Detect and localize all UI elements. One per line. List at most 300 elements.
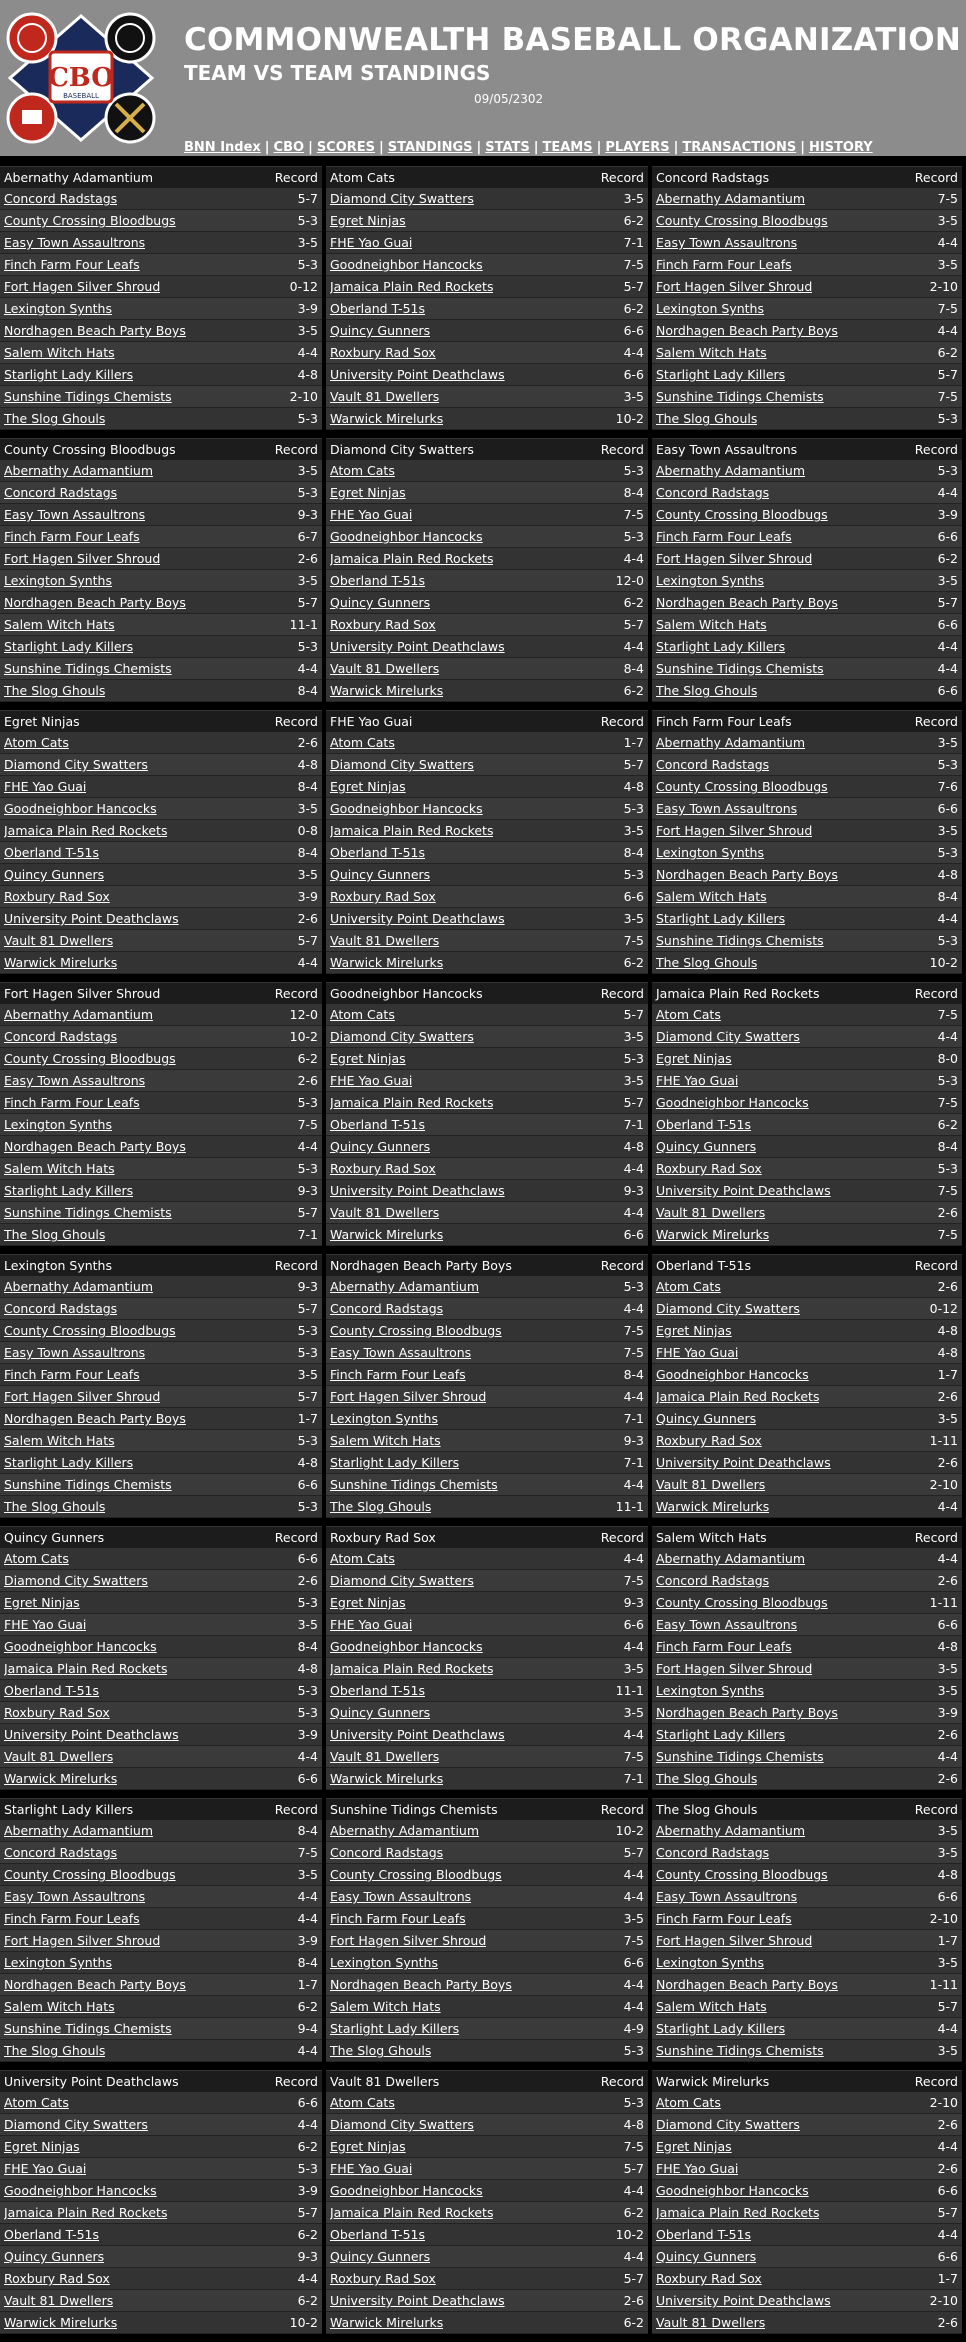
opponent-link[interactable]: Egret Ninjas xyxy=(656,1323,732,1338)
opponent-link[interactable]: The Slog Ghouls xyxy=(4,1499,106,1514)
opponent-link[interactable]: Vault 81 Dwellers xyxy=(4,933,114,948)
opponent-link[interactable]: Roxbury Rad Sox xyxy=(656,1433,762,1448)
opponent-link[interactable]: Quincy Gunners xyxy=(656,1411,757,1426)
opponent-link[interactable]: FHE Yao Guai xyxy=(4,2161,87,2176)
opponent-link[interactable]: Concord Radstags xyxy=(4,1845,118,1860)
opponent-link[interactable]: County Crossing Bloodbugs xyxy=(330,1323,502,1338)
opponent-link[interactable]: Abernathy Adamantium xyxy=(330,1279,480,1294)
opponent-link[interactable]: Egret Ninjas xyxy=(330,2139,406,2154)
table-row xyxy=(0,570,322,592)
opponent-link[interactable]: Goodneighbor Hancocks xyxy=(330,2183,483,2198)
opponent-link[interactable]: Warwick Mirelurks xyxy=(4,2315,118,2330)
table-row xyxy=(652,636,962,658)
opponent-link[interactable]: Concord Radstags xyxy=(4,1301,118,1316)
opponent-link[interactable]: County Crossing Bloodbugs xyxy=(656,213,828,228)
opponent-link[interactable]: Vault 81 Dwellers xyxy=(330,1205,440,1220)
opponent-link[interactable]: Finch Farm Four Leafs xyxy=(656,1911,792,1926)
opponent-link[interactable]: Jamaica Plain Red Rockets xyxy=(4,823,168,838)
opponent-list xyxy=(652,732,962,974)
opponent-link[interactable]: Egret Ninjas xyxy=(330,1051,406,1066)
opponent-link[interactable]: Atom Cats xyxy=(330,2095,395,2110)
opponent-link[interactable]: Diamond City Swatters xyxy=(330,1029,474,1044)
opponent-link[interactable]: Salem Witch Hats xyxy=(4,1161,115,1176)
opponent-link[interactable]: Salem Witch Hats xyxy=(656,345,767,360)
opponent-link[interactable]: Lexington Synths xyxy=(4,1955,112,1970)
opponent-link[interactable]: Sunshine Tidings Chemists xyxy=(656,661,824,676)
opponent-link[interactable]: FHE Yao Guai xyxy=(4,1617,87,1632)
opponent-link[interactable]: Finch Farm Four Leafs xyxy=(4,257,140,272)
nav-link-stats[interactable]: STATS xyxy=(485,140,530,155)
opponent-link[interactable]: Sunshine Tidings Chemists xyxy=(4,661,172,676)
opponent-link[interactable]: County Crossing Bloodbugs xyxy=(330,1867,502,1882)
opponent-link[interactable]: Roxbury Rad Sox xyxy=(4,889,110,904)
opponent-link[interactable]: Atom Cats xyxy=(4,2095,69,2110)
opponent-link[interactable]: Roxbury Rad Sox xyxy=(656,1161,762,1176)
opponent-link[interactable]: Lexington Synths xyxy=(656,845,764,860)
record-value: 7-5 xyxy=(623,1345,644,1360)
opponent-link[interactable]: Diamond City Swatters xyxy=(4,2117,148,2132)
opponent-link[interactable]: Quincy Gunners xyxy=(330,1705,431,1720)
opponent-link[interactable]: Roxbury Rad Sox xyxy=(656,2271,762,2286)
opponent-link[interactable]: Easy Town Assaultrons xyxy=(4,235,146,250)
opponent-link[interactable]: Jamaica Plain Red Rockets xyxy=(656,2205,820,2220)
record-value: 4-4 xyxy=(623,1389,644,1404)
opponent-link[interactable]: University Point Deathclaws xyxy=(4,911,179,926)
opponent-link[interactable]: Diamond City Swatters xyxy=(330,757,474,772)
opponent-link[interactable]: Goodneighbor Hancocks xyxy=(330,801,483,816)
nav-link-cbo[interactable]: CBO xyxy=(273,140,305,155)
table-row xyxy=(652,1026,962,1048)
opponent-link[interactable]: FHE Yao Guai xyxy=(656,2161,739,2176)
opponent-link[interactable]: The Slog Ghouls xyxy=(656,411,758,426)
opponent-link[interactable]: Goodneighbor Hancocks xyxy=(4,1639,157,1654)
opponent-link[interactable]: Goodneighbor Hancocks xyxy=(656,2183,809,2198)
opponent-link[interactable]: University Point Deathclaws xyxy=(330,911,505,926)
opponent-link[interactable]: Concord Radstags xyxy=(656,485,770,500)
opponent-link[interactable]: Fort Hagen Silver Shroud xyxy=(656,823,813,838)
opponent-link[interactable]: Finch Farm Four Leafs xyxy=(4,1911,140,1926)
table-row xyxy=(326,1908,648,1930)
opponent-link[interactable]: FHE Yao Guai xyxy=(330,2161,413,2176)
opponent-link[interactable]: Finch Farm Four Leafs xyxy=(4,1095,140,1110)
opponent-link[interactable]: Warwick Mirelurks xyxy=(330,955,444,970)
opponent-link[interactable]: Nordhagen Beach Party Boys xyxy=(4,1411,186,1426)
opponent-link[interactable]: Easy Town Assaultrons xyxy=(656,1617,798,1632)
opponent-link[interactable]: Oberland T-51s xyxy=(4,1683,99,1698)
opponent-link[interactable]: Lexington Synths xyxy=(330,1411,438,1426)
opponent-link[interactable]: Quincy Gunners xyxy=(656,1139,757,1154)
opponent-link[interactable]: Goodneighbor Hancocks xyxy=(656,1095,809,1110)
opponent-link[interactable]: Vault 81 Dwellers xyxy=(330,1749,440,1764)
opponent-link[interactable]: Sunshine Tidings Chemists xyxy=(330,1477,498,1492)
opponent-link[interactable]: Finch Farm Four Leafs xyxy=(330,1911,466,1926)
opponent-link[interactable]: Concord Radstags xyxy=(330,1301,444,1316)
opponent-link[interactable]: Salem Witch Hats xyxy=(330,1999,441,2014)
record-value: 7-5 xyxy=(937,1095,958,1110)
opponent-link[interactable]: Nordhagen Beach Party Boys xyxy=(4,323,186,338)
record-value: 7-1 xyxy=(623,235,644,250)
opponent-link[interactable]: Egret Ninjas xyxy=(330,213,406,228)
opponent-link[interactable]: Oberland T-51s xyxy=(656,1117,751,1132)
opponent-link[interactable]: Goodneighbor Hancocks xyxy=(656,1367,809,1382)
opponent-link[interactable]: Fort Hagen Silver Shroud xyxy=(330,1389,487,1404)
opponent-link[interactable]: Vault 81 Dwellers xyxy=(656,2315,766,2330)
opponent-link[interactable]: Sunshine Tidings Chemists xyxy=(656,2043,824,2058)
opponent-link[interactable]: Jamaica Plain Red Rockets xyxy=(330,279,494,294)
opponent-link[interactable]: Roxbury Rad Sox xyxy=(330,345,436,360)
opponent-link[interactable]: Roxbury Rad Sox xyxy=(4,2271,110,2286)
opponent-link[interactable]: Nordhagen Beach Party Boys xyxy=(656,1977,838,1992)
opponent-link[interactable]: Atom Cats xyxy=(656,1007,721,1022)
opponent-link[interactable]: The Slog Ghouls xyxy=(4,2043,106,2058)
opponent-link[interactable]: Quincy Gunners xyxy=(4,867,105,882)
opponent-link[interactable]: Nordhagen Beach Party Boys xyxy=(656,1705,838,1720)
opponent-link[interactable]: Sunshine Tidings Chemists xyxy=(4,1205,172,1220)
opponent-link[interactable]: County Crossing Bloodbugs xyxy=(656,1867,828,1882)
opponent-link[interactable]: Fort Hagen Silver Shroud xyxy=(656,279,813,294)
opponent-link[interactable]: Atom Cats xyxy=(656,2095,721,2110)
opponent-link[interactable]: County Crossing Bloodbugs xyxy=(4,1051,176,1066)
table-row xyxy=(0,754,322,776)
opponent-link[interactable]: Vault 81 Dwellers xyxy=(656,1205,766,1220)
opponent-link[interactable]: Nordhagen Beach Party Boys xyxy=(4,1139,186,1154)
opponent-link[interactable]: Warwick Mirelurks xyxy=(330,1227,444,1242)
opponent-link[interactable]: Jamaica Plain Red Rockets xyxy=(330,551,494,566)
opponent-link[interactable]: FHE Yao Guai xyxy=(330,235,413,250)
opponent-link[interactable]: Quincy Gunners xyxy=(330,2249,431,2264)
opponent-link[interactable]: Abernathy Adamantium xyxy=(4,1279,154,1294)
table-row xyxy=(0,232,322,254)
nav-link-standings[interactable]: STANDINGS xyxy=(387,140,473,155)
opponent-link[interactable]: FHE Yao Guai xyxy=(330,507,413,522)
opponent-link[interactable]: Starlight Lady Killers xyxy=(656,911,786,926)
record-value: 6-6 xyxy=(937,1889,958,1904)
opponent-link[interactable]: Lexington Synths xyxy=(4,301,112,316)
opponent-link[interactable]: Abernathy Adamantium xyxy=(656,1823,806,1838)
opponent-link[interactable]: Fort Hagen Silver Shroud xyxy=(656,1661,813,1676)
table-row xyxy=(326,210,648,232)
table-row xyxy=(326,1158,648,1180)
opponent-link[interactable]: The Slog Ghouls xyxy=(330,1499,432,1514)
opponent-link[interactable]: Lexington Synths xyxy=(330,1955,438,1970)
opponent-link[interactable]: Lexington Synths xyxy=(656,1683,764,1698)
table-row xyxy=(326,276,648,298)
opponent-link[interactable]: Abernathy Adamantium xyxy=(4,1007,154,1022)
opponent-link[interactable]: Easy Town Assaultrons xyxy=(330,1345,472,1360)
table-row xyxy=(652,1474,962,1496)
table-row xyxy=(652,1224,962,1246)
opponent-link[interactable]: Vault 81 Dwellers xyxy=(656,1477,766,1492)
opponent-link[interactable]: Goodneighbor Hancocks xyxy=(4,801,157,816)
opponent-link[interactable]: Quincy Gunners xyxy=(330,323,431,338)
nav-link-transactions[interactable]: TRANSACTIONS xyxy=(682,140,797,155)
opponent-link[interactable]: Oberland T-51s xyxy=(330,301,425,316)
opponent-link[interactable]: Roxbury Rad Sox xyxy=(330,1161,436,1176)
opponent-link[interactable]: Egret Ninjas xyxy=(656,1051,732,1066)
table-row xyxy=(652,798,962,820)
opponent-link[interactable]: County Crossing Bloodbugs xyxy=(656,507,828,522)
opponent-link[interactable]: Nordhagen Beach Party Boys xyxy=(330,1977,512,1992)
opponent-link[interactable]: County Crossing Bloodbugs xyxy=(4,1323,176,1338)
opponent-link[interactable]: Vault 81 Dwellers xyxy=(330,661,440,676)
opponent-link[interactable]: FHE Yao Guai xyxy=(330,1073,413,1088)
opponent-link[interactable]: Starlight Lady Killers xyxy=(4,1455,134,1470)
opponent-link[interactable]: Roxbury Rad Sox xyxy=(330,617,436,632)
opponent-link[interactable]: University Point Deathclaws xyxy=(330,1727,505,1742)
record-value: 6-2 xyxy=(297,1051,318,1066)
opponent-link[interactable]: University Point Deathclaws xyxy=(656,1455,831,1470)
opponent-link[interactable]: Abernathy Adamantium xyxy=(656,463,806,478)
opponent-link[interactable]: University Point Deathclaws xyxy=(656,2293,831,2308)
opponent-link[interactable]: Starlight Lady Killers xyxy=(656,639,786,654)
opponent-link[interactable]: Sunshine Tidings Chemists xyxy=(656,389,824,404)
opponent-link[interactable]: Concord Radstags xyxy=(656,1573,770,1588)
opponent-link[interactable]: Abernathy Adamantium xyxy=(656,735,806,750)
opponent-link[interactable]: Diamond City Swatters xyxy=(656,1301,800,1316)
opponent-link[interactable]: Starlight Lady Killers xyxy=(656,1727,786,1742)
opponent-link[interactable]: Quincy Gunners xyxy=(656,2249,757,2264)
opponent-link[interactable]: Concord Radstags xyxy=(4,1029,118,1044)
opponent-link[interactable]: University Point Deathclaws xyxy=(330,1183,505,1198)
opponent-link[interactable]: Salem Witch Hats xyxy=(656,617,767,632)
opponent-link[interactable]: Egret Ninjas xyxy=(656,2139,732,2154)
record-value: 4-4 xyxy=(937,639,958,654)
opponent-link[interactable]: University Point Deathclaws xyxy=(330,2293,505,2308)
opponent-link[interactable]: Quincy Gunners xyxy=(4,2249,105,2264)
opponent-link[interactable]: Starlight Lady Killers xyxy=(4,639,134,654)
opponent-link[interactable]: Atom Cats xyxy=(330,463,395,478)
opponent-link[interactable]: Finch Farm Four Leafs xyxy=(656,257,792,272)
opponent-link[interactable]: Salem Witch Hats xyxy=(4,345,115,360)
opponent-link[interactable]: Starlight Lady Killers xyxy=(4,1183,134,1198)
opponent-link[interactable]: Vault 81 Dwellers xyxy=(330,389,440,404)
opponent-link[interactable]: Lexington Synths xyxy=(656,1955,764,1970)
opponent-link[interactable]: Fort Hagen Silver Shroud xyxy=(4,551,161,566)
opponent-link[interactable]: Oberland T-51s xyxy=(330,1117,425,1132)
opponent-link[interactable]: Goodneighbor Hancocks xyxy=(330,529,483,544)
opponent-link[interactable]: University Point Deathclaws xyxy=(330,367,505,382)
opponent-link[interactable]: Sunshine Tidings Chemists xyxy=(4,389,172,404)
opponent-link[interactable]: Concord Radstags xyxy=(4,191,118,206)
opponent-link[interactable]: Vault 81 Dwellers xyxy=(4,1749,114,1764)
opponent-link[interactable]: Egret Ninjas xyxy=(330,779,406,794)
opponent-link[interactable]: Goodneighbor Hancocks xyxy=(330,1639,483,1654)
opponent-link[interactable]: Nordhagen Beach Party Boys xyxy=(656,595,838,610)
opponent-link[interactable]: The Slog Ghouls xyxy=(4,1227,106,1242)
opponent-link[interactable]: Jamaica Plain Red Rockets xyxy=(330,1095,494,1110)
opponent-link[interactable]: County Crossing Bloodbugs xyxy=(656,1595,828,1610)
opponent-link[interactable]: Egret Ninjas xyxy=(4,2139,80,2154)
opponent-link[interactable]: County Crossing Bloodbugs xyxy=(656,779,828,794)
opponent-link[interactable]: Oberland T-51s xyxy=(656,2227,751,2242)
opponent-link[interactable]: Diamond City Swatters xyxy=(4,757,148,772)
opponent-link[interactable]: Starlight Lady Killers xyxy=(330,1455,460,1470)
opponent-link[interactable]: Starlight Lady Killers xyxy=(4,367,134,382)
opponent-link[interactable]: Egret Ninjas xyxy=(4,1595,80,1610)
opponent-link[interactable]: Starlight Lady Killers xyxy=(656,367,786,382)
opponent-link[interactable]: Concord Radstags xyxy=(656,1845,770,1860)
opponent-link[interactable]: Vault 81 Dwellers xyxy=(4,2293,114,2308)
opponent-link[interactable]: Salem Witch Hats xyxy=(330,1433,441,1448)
opponent-link[interactable]: Abernathy Adamantium xyxy=(330,1823,480,1838)
record-value: 7-5 xyxy=(623,933,644,948)
opponent-link[interactable]: Diamond City Swatters xyxy=(330,1573,474,1588)
opponent-link[interactable]: Warwick Mirelurks xyxy=(330,2315,444,2330)
opponent-link[interactable]: University Point Deathclaws xyxy=(4,1727,179,1742)
opponent-link[interactable]: Finch Farm Four Leafs xyxy=(330,1367,466,1382)
opponent-link[interactable]: Oberland T-51s xyxy=(330,573,425,588)
opponent-link[interactable]: The Slog Ghouls xyxy=(656,1771,758,1786)
opponent-link[interactable]: Lexington Synths xyxy=(656,301,764,316)
opponent-link[interactable]: Oberland T-51s xyxy=(330,845,425,860)
opponent-link[interactable]: Easy Town Assaultrons xyxy=(330,1889,472,1904)
opponent-link[interactable]: Oberland T-51s xyxy=(4,845,99,860)
opponent-link[interactable]: Abernathy Adamantium xyxy=(656,191,806,206)
opponent-link[interactable]: Atom Cats xyxy=(4,1551,69,1566)
opponent-link[interactable]: Fort Hagen Silver Shroud xyxy=(330,1933,487,1948)
opponent-link[interactable]: Concord Radstags xyxy=(4,485,118,500)
opponent-link[interactable]: University Point Deathclaws xyxy=(330,639,505,654)
opponent-link[interactable]: Sunshine Tidings Chemists xyxy=(656,1749,824,1764)
opponent-link[interactable]: Easy Town Assaultrons xyxy=(4,1345,146,1360)
opponent-link[interactable]: Finch Farm Four Leafs xyxy=(656,529,792,544)
opponent-link[interactable]: The Slog Ghouls xyxy=(4,683,106,698)
opponent-link[interactable]: Warwick Mirelurks xyxy=(656,1227,770,1242)
opponent-link[interactable]: The Slog Ghouls xyxy=(656,683,758,698)
opponent-link[interactable]: Finch Farm Four Leafs xyxy=(4,1367,140,1382)
opponent-link[interactable]: Sunshine Tidings Chemists xyxy=(4,2021,172,2036)
opponent-link[interactable]: Egret Ninjas xyxy=(330,1595,406,1610)
opponent-link[interactable]: Jamaica Plain Red Rockets xyxy=(4,1661,168,1676)
nav-link-bnn-index[interactable]: BNN Index xyxy=(184,140,261,155)
opponent-link[interactable]: Salem Witch Hats xyxy=(4,1999,115,2014)
opponent-link[interactable]: FHE Yao Guai xyxy=(656,1073,739,1088)
opponent-link[interactable]: Atom Cats xyxy=(330,735,395,750)
opponent-link[interactable]: Jamaica Plain Red Rockets xyxy=(330,1661,494,1676)
opponent-link[interactable]: Starlight Lady Killers xyxy=(656,2021,786,2036)
opponent-link[interactable]: Abernathy Adamantium xyxy=(4,463,154,478)
opponent-link[interactable]: Diamond City Swatters xyxy=(330,2117,474,2132)
opponent-link[interactable]: FHE Yao Guai xyxy=(330,1617,413,1632)
opponent-link[interactable]: Nordhagen Beach Party Boys xyxy=(656,867,838,882)
opponent-link[interactable]: Jamaica Plain Red Rockets xyxy=(330,2205,494,2220)
opponent-link[interactable]: Fort Hagen Silver Shroud xyxy=(656,551,813,566)
opponent-link[interactable]: Quincy Gunners xyxy=(330,867,431,882)
opponent-link[interactable]: Diamond City Swatters xyxy=(656,2117,800,2132)
record-value: 4-4 xyxy=(623,639,644,654)
opponent-link[interactable]: County Crossing Bloodbugs xyxy=(4,1867,176,1882)
opponent-link[interactable]: Fort Hagen Silver Shroud xyxy=(656,1933,813,1948)
opponent-link[interactable]: Easy Town Assaultrons xyxy=(656,235,798,250)
opponent-link[interactable]: Lexington Synths xyxy=(4,1117,112,1132)
opponent-link[interactable]: Oberland T-51s xyxy=(330,2227,425,2242)
opponent-link[interactable]: Diamond City Swatters xyxy=(330,191,474,206)
table-row xyxy=(652,232,962,254)
record-value: 11-1 xyxy=(615,1683,644,1698)
opponent-link[interactable]: Finch Farm Four Leafs xyxy=(4,529,140,544)
opponent-link[interactable]: Oberland T-51s xyxy=(4,2227,99,2242)
opponent-link[interactable]: Easy Town Assaultrons xyxy=(656,1889,798,1904)
opponent-link[interactable]: County Crossing Bloodbugs xyxy=(4,213,176,228)
nav-link-teams[interactable]: TEAMS xyxy=(542,140,593,155)
opponent-link[interactable]: Quincy Gunners xyxy=(330,595,431,610)
nav-link-history[interactable]: HISTORY xyxy=(808,140,873,155)
opponent-link[interactable]: Atom Cats xyxy=(4,735,69,750)
nav-link-scores[interactable]: SCORES xyxy=(316,140,376,155)
opponent-link[interactable]: FHE Yao Guai xyxy=(4,779,87,794)
opponent-link[interactable]: Nordhagen Beach Party Boys xyxy=(4,1977,186,1992)
opponent-link[interactable]: Atom Cats xyxy=(330,1551,395,1566)
opponent-link[interactable]: Sunshine Tidings Chemists xyxy=(656,933,824,948)
opponent-link[interactable]: University Point Deathclaws xyxy=(656,1183,831,1198)
opponent-link[interactable]: Concord Radstags xyxy=(656,757,770,772)
opponent-link[interactable]: Lexington Synths xyxy=(4,573,112,588)
opponent-link[interactable]: Finch Farm Four Leafs xyxy=(656,1639,792,1654)
opponent-link[interactable]: Sunshine Tidings Chemists xyxy=(4,1477,172,1492)
opponent-link[interactable]: Warwick Mirelurks xyxy=(330,1771,444,1786)
opponent-link[interactable]: The Slog Ghouls xyxy=(4,411,106,426)
opponent-link[interactable]: Salem Witch Hats xyxy=(4,1433,115,1448)
opponent-link[interactable]: Salem Witch Hats xyxy=(656,1999,767,2014)
opponent-link[interactable]: Fort Hagen Silver Shroud xyxy=(4,279,161,294)
opponent-link[interactable]: Warwick Mirelurks xyxy=(656,1499,770,1514)
opponent-link[interactable]: Nordhagen Beach Party Boys xyxy=(4,595,186,610)
opponent-link[interactable]: Roxbury Rad Sox xyxy=(330,889,436,904)
nav-link-players[interactable]: PLAYERS xyxy=(605,140,670,155)
opponent-link[interactable]: Diamond City Swatters xyxy=(4,1573,148,1588)
team-block xyxy=(652,1254,966,1526)
opponent-link[interactable]: Warwick Mirelurks xyxy=(330,683,444,698)
record-value: 5-3 xyxy=(297,1705,318,1720)
opponent-link[interactable]: Abernathy Adamantium xyxy=(656,1551,806,1566)
opponent-link[interactable]: Fort Hagen Silver Shroud xyxy=(4,1389,161,1404)
opponent-link[interactable]: Goodneighbor Hancocks xyxy=(330,257,483,272)
opponent-link[interactable]: Oberland T-51s xyxy=(330,1683,425,1698)
opponent-link[interactable]: Concord Radstags xyxy=(330,1845,444,1860)
opponent-link[interactable]: Easy Town Assaultrons xyxy=(4,507,146,522)
opponent-link[interactable]: Jamaica Plain Red Rockets xyxy=(330,823,494,838)
opponent-link[interactable]: Quincy Gunners xyxy=(330,1139,431,1154)
opponent-link[interactable]: Fort Hagen Silver Shroud xyxy=(4,1933,161,1948)
opponent-link[interactable]: Roxbury Rad Sox xyxy=(4,1705,110,1720)
opponent-link[interactable]: Abernathy Adamantium xyxy=(4,1823,154,1838)
opponent-link[interactable]: Salem Witch Hats xyxy=(4,617,115,632)
opponent-link[interactable]: Easy Town Assaultrons xyxy=(656,801,798,816)
opponent-link[interactable]: Warwick Mirelurks xyxy=(330,411,444,426)
opponent-link[interactable]: Nordhagen Beach Party Boys xyxy=(656,323,838,338)
opponent-link[interactable]: Warwick Mirelurks xyxy=(4,955,118,970)
opponent-link[interactable]: Egret Ninjas xyxy=(330,485,406,500)
opponent-link[interactable]: Roxbury Rad Sox xyxy=(330,2271,436,2286)
opponent-link[interactable]: Easy Town Assaultrons xyxy=(4,1889,146,1904)
opponent-link[interactable]: Jamaica Plain Red Rockets xyxy=(4,2205,168,2220)
opponent-link[interactable]: Starlight Lady Killers xyxy=(330,2021,460,2036)
opponent-link[interactable]: Diamond City Swatters xyxy=(656,1029,800,1044)
opponent-link[interactable]: Atom Cats xyxy=(656,1279,721,1294)
opponent-link[interactable]: Salem Witch Hats xyxy=(656,889,767,904)
opponent-link[interactable]: Atom Cats xyxy=(330,1007,395,1022)
opponent-link[interactable]: Lexington Synths xyxy=(656,573,764,588)
opponent-link[interactable]: The Slog Ghouls xyxy=(656,955,758,970)
table-row xyxy=(0,1136,322,1158)
opponent-link[interactable]: Easy Town Assaultrons xyxy=(4,1073,146,1088)
opponent-link[interactable]: Warwick Mirelurks xyxy=(4,1771,118,1786)
opponent-link[interactable]: Jamaica Plain Red Rockets xyxy=(656,1389,820,1404)
opponent-link[interactable]: FHE Yao Guai xyxy=(656,1345,739,1360)
opponent-link[interactable]: Goodneighbor Hancocks xyxy=(4,2183,157,2198)
opponent-link[interactable]: Vault 81 Dwellers xyxy=(330,933,440,948)
opponent-link[interactable]: The Slog Ghouls xyxy=(330,2043,432,2058)
